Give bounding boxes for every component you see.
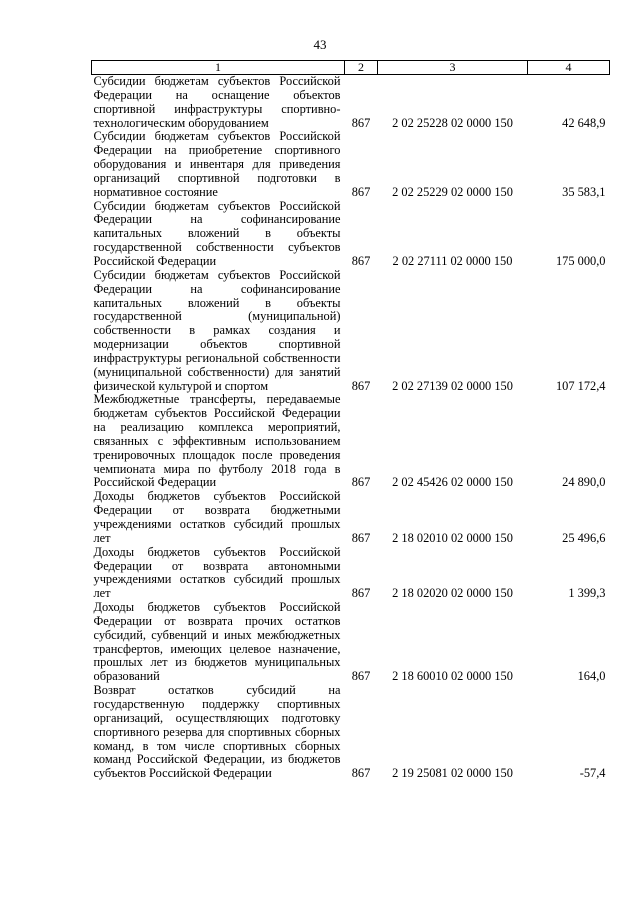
row-kbk: 2 02 25229 02 0000 150 [392,184,513,199]
row-kbk: 2 02 27139 02 0000 150 [392,378,513,393]
table-row [92,75,610,131]
row-description: Доходы бюджетов субъектов Российской Федерации от возврата автономными учреждениями остатков субсидий прошлых лет [93,544,341,601]
row-admin-code: 867 [351,184,371,199]
row-description: Субсидии бюджетам субъектов Российской Федерации на оснащение объектов спортивной инфраструктуры спортивно-технологическим оборудованием [93,74,341,130]
table-row [92,490,610,545]
row-kbk: 2 02 25228 02 0000 150 [392,115,513,130]
table-row [92,200,610,269]
row-description: Субсидии бюджетам субъектов Российской Федерации на софинансирование капитальных вложений в объекты государственной (муниципальной) собственности в рамках создания и модернизации объектов спортивной инфраструктуры региональной собственности (муниципальной собственности) для занятий физической культурой и спортом [93,267,341,393]
row-amount: 25 496,6 [562,530,606,545]
table-row [92,684,610,781]
column-header-kbk: 3 [378,61,528,75]
row-amount: 1 399,3 [568,586,606,601]
row-admin-code: 867 [351,669,371,684]
row-admin-code: 867 [351,253,371,268]
row-amount: 175 000,0 [555,253,606,268]
row-kbk: 2 02 45426 02 0000 150 [392,475,513,490]
row-admin-code: 867 [351,586,371,601]
table-row [92,393,610,490]
row-admin-code: 867 [351,115,371,130]
column-header-description: 1 [92,61,345,75]
row-amount: 107 172,4 [555,378,606,393]
table-row [92,130,610,199]
column-header-amount: 4 [528,61,610,75]
row-description: Доходы бюджетов субъектов Российской Федерации от возврата прочих остатков субсидий, субвенций и иных межбюджетных трансфертов, имеющих целевое назначение, прошлых лет из бюджетов муниципальных образований [93,600,341,684]
revenue-table [91,60,610,781]
row-description: Доходы бюджетов субъектов Российской Федерации от возврата бюджетными учреждениями остатков субсидий прошлых лет [93,489,341,545]
row-admin-code: 867 [351,766,371,781]
row-kbk: 2 02 27111 02 0000 150 [392,253,513,268]
row-kbk: 2 19 25081 02 0000 150 [392,766,513,781]
row-amount: -57,4 [579,766,606,781]
row-description: Субсидии бюджетам субъектов Российской Федерации на приобретение спортивного оборудования и инвентаря для приведения организаций спортивной подготовки в нормативное состояние [93,129,341,199]
row-admin-code: 867 [351,530,371,545]
row-admin-code: 867 [351,378,371,393]
column-header-admin-code: 2 [345,61,378,75]
table-row [92,269,610,394]
page-number: 43 [313,37,327,52]
table-row [92,601,610,684]
row-amount: 35 583,1 [562,184,606,199]
row-description: Межбюджетные трансферты, передаваемые бюджетам субъектов Российской Федерации на реализацию комплекса мероприятий, связанных с эффективным использованием тренировочных площадок после проведения чемпионата мира по футболу 2018 года в Российской Федерации [93,392,341,490]
row-amount: 24 890,0 [562,475,606,490]
row-amount: 42 648,9 [562,115,606,130]
row-kbk: 2 18 02020 02 0000 150 [392,586,513,601]
row-kbk: 2 18 02010 02 0000 150 [392,530,513,545]
table-header-row [92,61,610,75]
row-kbk: 2 18 60010 02 0000 150 [392,669,513,684]
table-row [92,546,610,601]
row-description: Возврат остатков субсидий на государственную поддержку спортивных организаций, осуществляющих подготовку спортивного резерва для спортивных сборных команд, в том числе спортивных сборных команд Российской Федерации, из бюджетов субъектов Российской Федерации [93,683,341,781]
row-admin-code: 867 [351,475,371,490]
row-description: Субсидии бюджетам субъектов Российской Федерации на софинансирование капитальных вложений в объекты государственной собственности субъектов Российской Федерации [93,198,341,268]
row-amount: 164,0 [577,669,606,684]
